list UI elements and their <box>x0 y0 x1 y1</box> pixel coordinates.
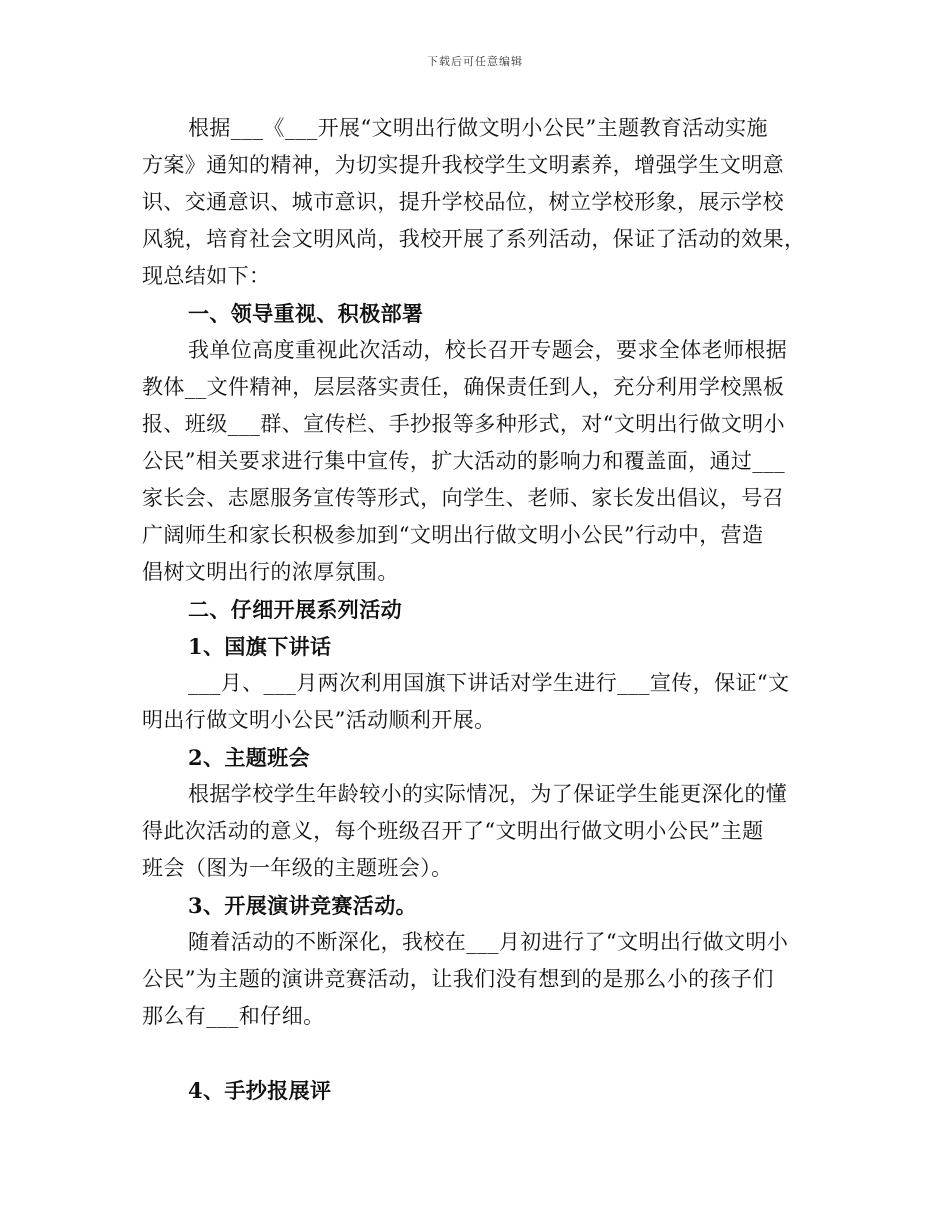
subsection-heading: 3、开展演讲竞赛活动。 <box>188 893 418 918</box>
paragraph-line: 公民”相关要求进行集中宣传，扩大活动的影响力和覆盖面，通过___ <box>142 449 786 473</box>
subsection-heading: 1、国旗下讲话 <box>188 634 332 659</box>
paragraph-line: 根据学校学生年龄较小的实际情况，为了保证学生能更深化的懂 <box>188 782 788 806</box>
paragraph-line: ___月、___月两次利用国旗下讲话对学生进行___宣传，保证“文 <box>188 671 790 695</box>
paragraph-line: 那么有___和仔细。 <box>142 1004 325 1028</box>
paragraph-line: 得此次活动的意义，每个班级召开了“文明出行做文明小公民”主题 <box>142 819 764 843</box>
paragraph-line: 明出行做文明小公民”活动顺利开展。 <box>142 708 496 732</box>
paragraph-line: 随着活动的不断深化，我校在___月初进行了“文明出行做文明小 <box>188 930 789 954</box>
paragraph-line: 方案》通知的精神，为切实提升我校学生文明素养，增强学生文明意 <box>142 153 784 177</box>
paragraph-line: 现总结如下： <box>142 264 271 288</box>
paragraph-line: 报、班级___群、宣传栏、手抄报等多种形式，对“文明出行做文明小 <box>142 412 786 436</box>
paragraph-line: 我单位高度重视此次活动，校长召开专题会，要求全体老师根据 <box>188 338 788 362</box>
header-note: 下载后可任意编辑 <box>427 55 523 68</box>
paragraph-line: 班会（图为一年级的主题班会）。 <box>142 856 453 880</box>
section-heading: 一、领导重视、积极部署 <box>188 301 424 326</box>
paragraph-line: 风貌，培育社会文明风尚，我校开展了系列活动，保证了活动的效果， <box>142 227 806 251</box>
paragraph-gap <box>142 1035 814 1072</box>
paragraph-line: 教体__文件精神，层层落实责任，确保责任到人，充分利用学校黑板 <box>142 375 785 399</box>
paragraph-line: 公民”为主题的演讲竞赛活动，让我们没有想到的是那么小的孩子们 <box>142 967 774 991</box>
paragraph-line: 倡树文明出行的浓厚氛围。 <box>142 560 399 584</box>
subsection-heading: 4、手抄报展评 <box>188 1078 332 1103</box>
paragraph-line: 广阔师生和家长积极参加到“文明出行做文明小公民”行动中，营造 <box>142 523 764 547</box>
section-heading: 二、仔细开展系列活动 <box>188 597 402 622</box>
paragraph-line: 家长会、志愿服务宣传等形式，向学生、老师、家长发出倡议，号召 <box>142 486 784 510</box>
subsection-heading: 2、主题班会 <box>188 745 311 770</box>
paragraph-line: 识、交通意识、城市意识，提升学校品位，树立学校形象，展示学校 <box>142 190 784 214</box>
document-body <box>142 110 814 1109</box>
paragraph-line: 根据___《___开展“文明出行做文明小公民”主题教育活动实施 <box>188 116 768 140</box>
